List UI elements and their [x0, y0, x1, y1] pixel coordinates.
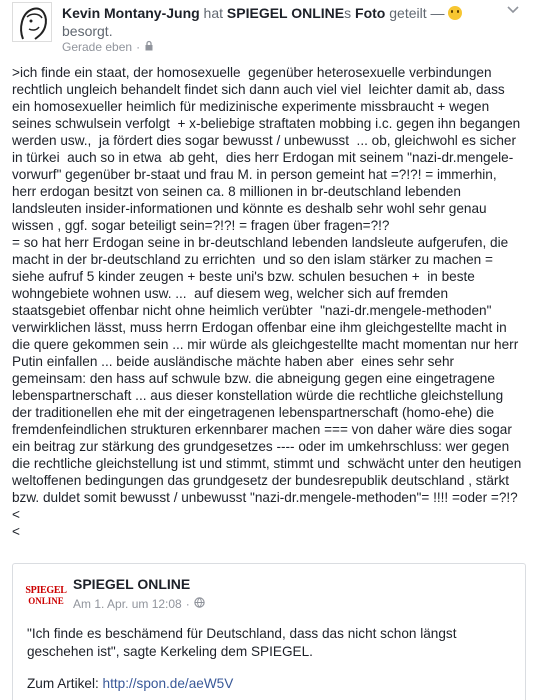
article-link[interactable]: http://spon.de/aeW5V	[102, 676, 234, 691]
shared-page-title[interactable]: SPIEGEL ONLINE	[73, 576, 191, 592]
meta-separator: ·	[136, 40, 141, 54]
shared-post-timestamp[interactable]: Am 1. Apr. um 12:08	[73, 597, 182, 611]
photo-link[interactable]: Foto	[355, 5, 386, 21]
shared-quote-text: "Ich finde es beschämend für Deutschland, dass das nicht schon längst geschehen ist", sagte Kerkeling dem SPIEGEL.	[27, 626, 457, 659]
author-name[interactable]: Kevin Montany-Jung	[62, 5, 200, 21]
post-meta	[62, 40, 154, 54]
chevron-down-icon[interactable]	[505, 2, 521, 18]
post-header	[0, 0, 537, 60]
shared-meta-separator: ·	[185, 597, 190, 611]
avatar[interactable]	[12, 2, 52, 42]
headline-suffix: s	[344, 5, 356, 21]
page-name-link[interactable]: SPIEGEL ONLINE	[226, 5, 345, 21]
headline-action: geteilt —	[385, 5, 449, 21]
post-text: >ich finde ein staat, der homosexuelle gegenüber heterosexuelle verbindungen rechtlich ungleich behandelt findet sich dann auch viel viel leichter damit ab, dass ein homosexueller heimlich für medizinische experimente missbraucht + wegen seines schwulsein verfolgt + x-beliebige straftaten mobbing i.c. gegen ihn begangen werden usw., ja fördert dies sogar bewusst / unbewusst ... ob, gleichwohl es sicher in türkei auch so in etwa ab geht, dies herr Erdogan mit seinem "nazi-dr.mengele-vorwurf" gegenüber br-staat und frau M. in person gemeint hat =?!?! = immerhin, herr erdogan besitzt von seinen ca. 8 millionen in br-deutschland lebenden landsleuten insider-informationen und könnte es deshalb sehr wohl sehr genau wissen , ggf. sogar beteiligt sein=?!?! = fragen über fragen=?!? = so hat herr Erdogan seine in br-deutschland lebenden landsleute aufgerufen, die macht in der br-deutschland zu errichten und so den islam stärker zu machen = siehe aufruf 5 kinder zeugen + beste uni's bzw. schulen besuchen + in beste wohngebiete wohnen usw. ... auf diesem weg, welcher sich auf fremden staatsgebiet offenbar nicht ohne heimlich verübter "nazi-dr.mengele-methoden" verwirklichen lässt, muss herrn Erdogan offenbar eine ihm gleichgestellte macht in die quere gekommen sein ... mir würde als gleichgestellte macht momentan nur herr Putin einfallen ... beide ausländische mächte haben aber eines sehr sehr gemeinsam: den hass auf schwule bzw. die abneigung gegen eine eingetragene lebenspartnerschaft ... aus dieser konstellation würde die rechtliche gleichstellung der traditionellen ehe mit der eingetragenen lebenspartnerschaft (homo-ehe) die fremdenfeindlichen strukturen erkennbarer machen === von daher wäre dies sogar ein beitrag zur stärkung des grundgesetzes ---- oder im umkehrschluss: wer gegen die rechtliche gleichstellung ist und stimmt, stimmt und schwächt unter den heutigen weltoffenen bedingungen das grundgesetz der bundesrepublik deutschland , stärkt bzw. duldet somit bewusst / unbewusst "nazi-dr.mengele-methoden"= !!!! =oder =?!?< <	[12, 65, 522, 539]
spiegel-online-logo[interactable]: SPIEGEL ONLINE	[25, 585, 67, 606]
article-link-label: Zum Artikel:	[27, 676, 103, 691]
lock-icon[interactable]	[144, 40, 154, 54]
globe-icon[interactable]	[194, 597, 205, 611]
shared-post-card[interactable]	[12, 563, 526, 700]
headline-verb: hat	[199, 5, 227, 21]
post-timestamp[interactable]: Gerade eben	[62, 40, 133, 54]
worried-emoji-icon	[448, 6, 462, 20]
article-link-line	[27, 676, 233, 691]
feeling-text: besorgt.	[62, 23, 113, 39]
post-headline	[62, 4, 502, 40]
shared-post-meta	[73, 597, 205, 611]
